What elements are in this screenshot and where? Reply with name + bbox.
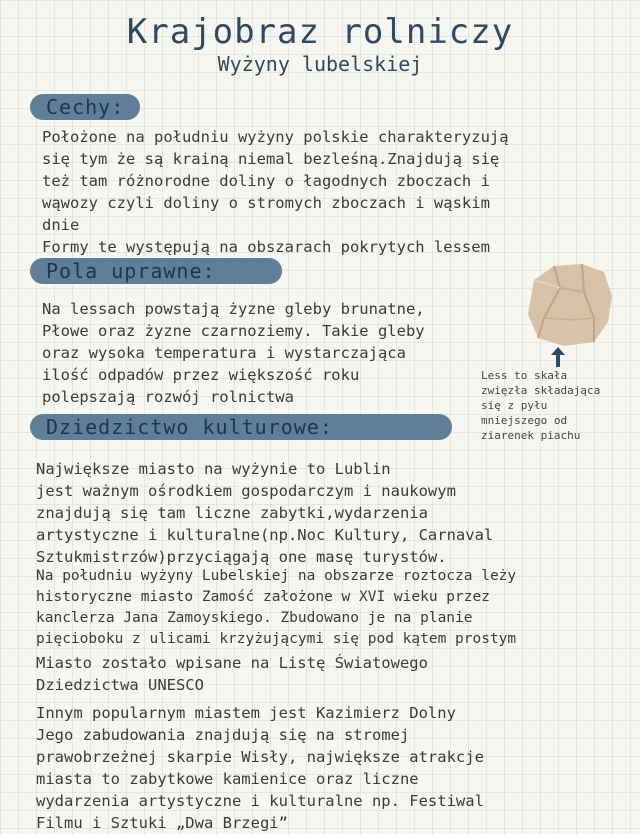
section-heading-dziedzictwo: Dziedzictwo kulturowe: — [30, 414, 452, 440]
section-heading-pola: Pola uprawne: — [30, 258, 282, 284]
page-title: Krajobraz rolniczy — [126, 12, 514, 52]
dziedzictwo-zamosc-text: Na południu wyżyny Lubelskiej na obszarze roztocza leży historyczne miasto Zamość założone w XVI wieku przez kanclerza Jana Zamoyskiego. Zbudowano je na planie pięcioboku z ulicami krzyżującymi się pod kątem prostym — [36, 568, 517, 647]
arrow-up-icon — [550, 346, 566, 368]
dziedzictwo-unesco-text: Miasto zostało wpisane na Listę Światowego Dziedzictwa UNESCO — [36, 654, 428, 694]
cechy-text: Położone na południu wyżyny polskie charakteryzują się tym że są krainą niemal bezleśną.Znajdują się też tam różnorodne doliny o łagodnych zboczach i wąwozy czyli doliny o stromych zboczach i wąskim dnie Formy te występują na obszarach pokrytych lessem — [42, 128, 509, 256]
section-heading-cechy: Cechy: — [30, 94, 140, 120]
loess-rock-image — [524, 258, 614, 348]
pola-text: Na lessach powstają żyzne gleby brunatne, Płowe oraz żyzne czarnoziemy. Takie gleby oraz wysoka temperatura i wystarczająca ilość odpadów przez większość roku polepszają rozwój rolnictwa — [42, 300, 425, 406]
dziedzictwo-lublin-text: Największe miasto na wyżynie to Lublin jest ważnym ośrodkiem gospodarczym i naukowym znajdują się tam liczne zabytki,wydarzenia artystyczne i kulturalne(np.Noc Kultury, Carnaval Sztukmistrzów)przyciągają one masę turystów. — [36, 460, 494, 566]
loess-note: Less to skała zwięzła składająca się z pyłu mniejszego od ziarenek piachu — [481, 369, 601, 442]
dziedzictwo-kazimierz-text: Innym popularnym miastem jest Kazimierz Dolny Jego zabudowania znajdują się na stromej prawobrzeżnej skarpie Wisły, największe atrakcje miasta to zabytkowe kamienice oraz liczne wydarzenia artystyczne i kulturalne np. Festiwal Filmu i Sztuki „Dwa Brzegi” — [36, 704, 484, 832]
page-subtitle: Wyżyny lubelskiej — [217, 52, 423, 76]
